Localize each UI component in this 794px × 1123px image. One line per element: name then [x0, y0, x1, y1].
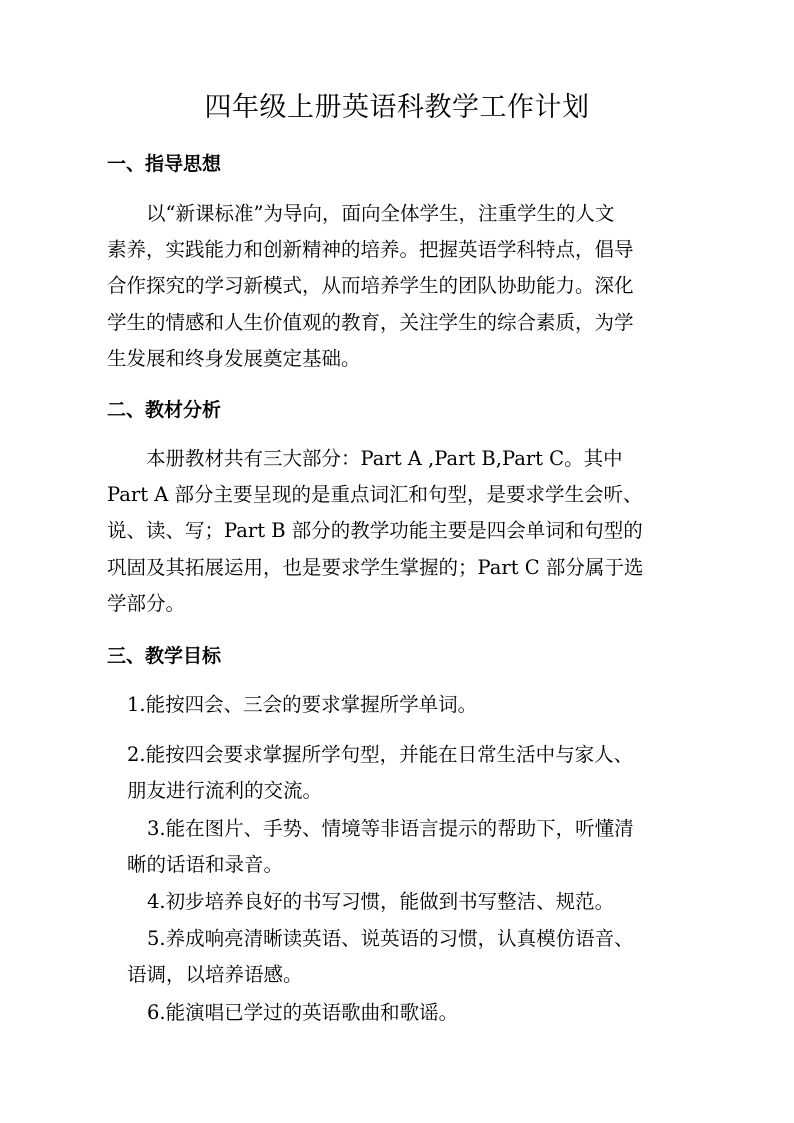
paragraph-line: 生发展和终身发展奠定基础。	[107, 346, 361, 370]
goal-line: 2.能按四会要求掌握所学句型，并能在日常生活中与家人、	[127, 743, 634, 766]
goal-item-1	[127, 687, 477, 723]
goal-line: 语调，以培养语感。	[127, 963, 303, 987]
goal-line: 晰的话语和录音。	[127, 853, 284, 877]
goal-line: 5.养成响亮清晰读英语、说英语的习惯，认真模仿语音、	[147, 927, 634, 950]
paragraph-line: 学生的情感和人生价值观的教育，关注学生的综合素质，为学	[107, 310, 634, 334]
section-paragraph-guiding-ideology	[107, 196, 693, 377]
goal-item-2	[107, 737, 633, 809]
goal-line: 4.初步培养良好的书写习惯，能做到书写整洁、规范。	[147, 890, 615, 913]
paragraph-line: 学部分。	[107, 591, 186, 615]
paragraph-line: 素养，实践能力和创新精神的培养。把握英语学科特点，倡导	[107, 238, 634, 262]
section-heading-textbook-analysis: 二、教材分析	[107, 399, 222, 421]
goal-item-3	[107, 811, 634, 883]
goal-line: 3.能在图片、手势、情境等非语言提示的帮助下，听懂清	[147, 817, 634, 840]
goal-item-5	[107, 921, 634, 993]
paragraph-line: 本册教材共有三大部分：Part A ,Part B,Part C。其中	[146, 447, 623, 470]
section-paragraph-textbook-analysis	[107, 441, 693, 622]
paragraph-line: 巩固及其拓展运用，也是要求学生掌握的；Part C 部分属于选	[107, 555, 644, 579]
goal-line: 朋友进行流利的交流。	[127, 779, 323, 803]
goal-item-4	[147, 884, 614, 920]
paragraph-line: 合作探究的学习新模式，从而培养学生的团队协助能力。深化	[107, 274, 634, 298]
goal-item-6	[147, 995, 458, 1031]
section-heading-guiding-ideology: 一、指导思想	[107, 153, 222, 175]
paragraph-line: 说、读、写；Part B 部分的教学功能主要是四会单词和句型的	[107, 519, 643, 543]
paragraph-line: 以“新课标准”为导向，面向全体学生，注重学生的人文	[146, 202, 615, 225]
goal-line: 1.能按四会、三会的要求掌握所学单词。	[127, 693, 478, 716]
paragraph-line: Part A 部分主要呈现的是重点词汇和句型，是要求学生会听、	[107, 483, 643, 507]
section-heading-teaching-goals: 三、教学目标	[107, 645, 222, 667]
document-title: 四年级上册英语科教学工作计划	[204, 92, 590, 123]
goal-line: 6.能演唱已学过的英语歌曲和歌谣。	[147, 1001, 459, 1024]
